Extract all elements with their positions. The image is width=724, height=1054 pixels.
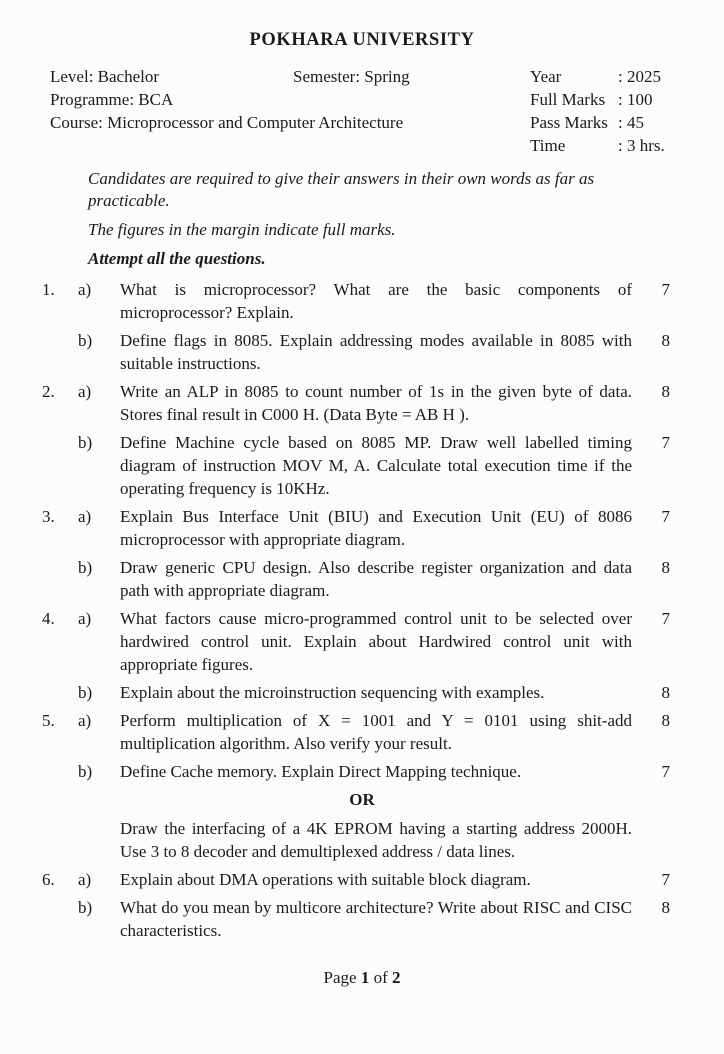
question-list [42,278,682,942]
meta-level: Level: Bachelor [50,67,160,86]
footer-page-number: 1 [360,968,370,987]
question-marks: 8 [661,382,670,401]
question-text: Explain about DMA operations with suitable block diagram. [120,870,531,889]
question-row-1b [42,329,682,375]
question-text: What factors cause micro-programmed control unit to be selected over hardwired control unit. Explain about Hardwired control unit with appropriate figures. [120,609,632,674]
question-text: Define Cache memory. Explain Direct Mapping technique. [120,762,522,781]
exam-instructions [88,168,650,270]
question-text: Explain about the microinstruction sequencing with examples. [120,683,545,702]
question-row-5b [42,760,682,783]
question-row-2a [42,380,682,426]
footer-total-pages: 2 [391,968,401,987]
question-part-letter: b) [78,433,93,452]
question-part-letter: a) [78,382,92,401]
meta-pass-marks-label: Pass Marks [530,113,608,132]
question-row-5a [42,709,682,755]
meta-year [530,65,665,88]
question-marks: 8 [661,558,670,577]
question-part-letter [78,817,120,863]
question-text: Draw generic CPU design. Also describe register organization and data path with appropriate diagram. [120,558,632,600]
meta-pass-marks [530,111,665,134]
question-number: 2. [42,382,55,401]
question-part-letter: a) [78,711,92,730]
question-part-letter: b) [78,762,93,781]
question-row-1a [42,278,682,324]
or-divider: OR [349,790,375,809]
question-row-2b [42,431,682,500]
meta-full-marks [530,88,665,111]
question-marks: 7 [661,609,670,628]
instruction-note-1: Candidates are required to give their answers in their own words as far as practicable. [88,169,595,210]
question-row-4a [42,607,682,676]
exam-meta-right [530,65,665,157]
meta-semester: Semester: Spring [293,67,410,86]
question-marks: 7 [661,762,670,781]
question-marks: 7 [661,280,670,299]
meta-pass-marks-value: : 45 [618,113,644,132]
meta-time-value: : 3 hrs. [618,136,665,155]
meta-programme: Programme: BCA [50,90,174,109]
question-number: 5. [42,711,55,730]
question-number [42,817,78,863]
question-number [42,681,78,704]
question-marks: 8 [661,711,670,730]
question-text: Define Machine cycle based on 8085 MP. Draw well labelled timing diagram of instruction MOV M, A. Calculate total execution time if the operating frequency is 10KHz. [120,433,632,498]
question-number: 3. [42,507,55,526]
question-marks: 7 [661,870,670,889]
question-part-letter: b) [78,558,93,577]
question-number: 1. [42,280,55,299]
question-row-3a [42,505,682,551]
meta-year-label: Year [530,67,562,86]
question-text: Perform multiplication of X = 1001 and Y = 0101 using shit-add multiplication algorithm. Also verify your result. [120,711,632,753]
footer-of-word: of [373,968,388,987]
question-part-letter: a) [78,609,92,628]
question-number: 6. [42,870,55,889]
meta-full-marks-label: Full Marks [530,90,606,109]
meta-course: Course: Microprocessor and Computer Architecture [50,113,404,132]
question-part-letter: a) [78,280,92,299]
question-marks: 7 [661,433,670,452]
question-text: Explain Bus Interface Unit (BIU) and Execution Unit (EU) of 8086 microprocessor with appropriate diagram. [120,507,632,549]
footer-page-word: Page [323,968,357,987]
page-footer [0,966,724,989]
question-part-letter: a) [78,507,92,526]
question-marks [632,817,682,863]
question-number [42,896,78,942]
question-marks: 8 [661,683,670,702]
question-row-6b [42,896,682,942]
meta-time-label: Time [530,136,566,155]
question-number [42,556,78,602]
or-alternative-text: Draw the interfacing of a 4K EPROM having a starting address 2000H. Use 3 to 8 decoder and demultiplexed address / data lines. [120,819,632,861]
question-row-6a [42,868,682,891]
question-number [42,329,78,375]
question-number [42,760,78,783]
question-text: What do you mean by multicore architecture? Write about RISC and CISC characteristics. [120,898,632,940]
question-row-4b [42,681,682,704]
question-part-letter: b) [78,898,93,917]
question-marks: 8 [661,898,670,917]
question-marks: 8 [661,331,670,350]
question-part-letter: b) [78,683,93,702]
question-text: Write an ALP in 8085 to count number of 1s in the given byte of data. Stores final result in C000 H. (Data Byte = AB H ). [120,382,632,424]
meta-full-marks-value: : 100 [618,90,653,109]
question-text: Define flags in 8085. Explain addressing modes available in 8085 with suitable instructions. [120,331,632,373]
question-number [42,431,78,500]
question-part-letter: b) [78,331,93,350]
meta-year-value: : 2025 [618,67,661,86]
instruction-note-2: The figures in the margin indicate full marks. [88,220,396,239]
question-text: What is microprocessor? What are the basic components of microprocessor? Explain. [120,280,632,322]
question-part-letter: a) [78,870,92,889]
question-number: 4. [42,609,55,628]
meta-time [530,134,665,157]
question-row-3b [42,556,682,602]
page-title: POKHARA UNIVERSITY [249,30,475,50]
or-alternative-row [42,817,682,863]
instruction-note-3: Attempt all the questions. [88,249,266,268]
exam-meta [50,65,674,157]
question-marks: 7 [661,507,670,526]
